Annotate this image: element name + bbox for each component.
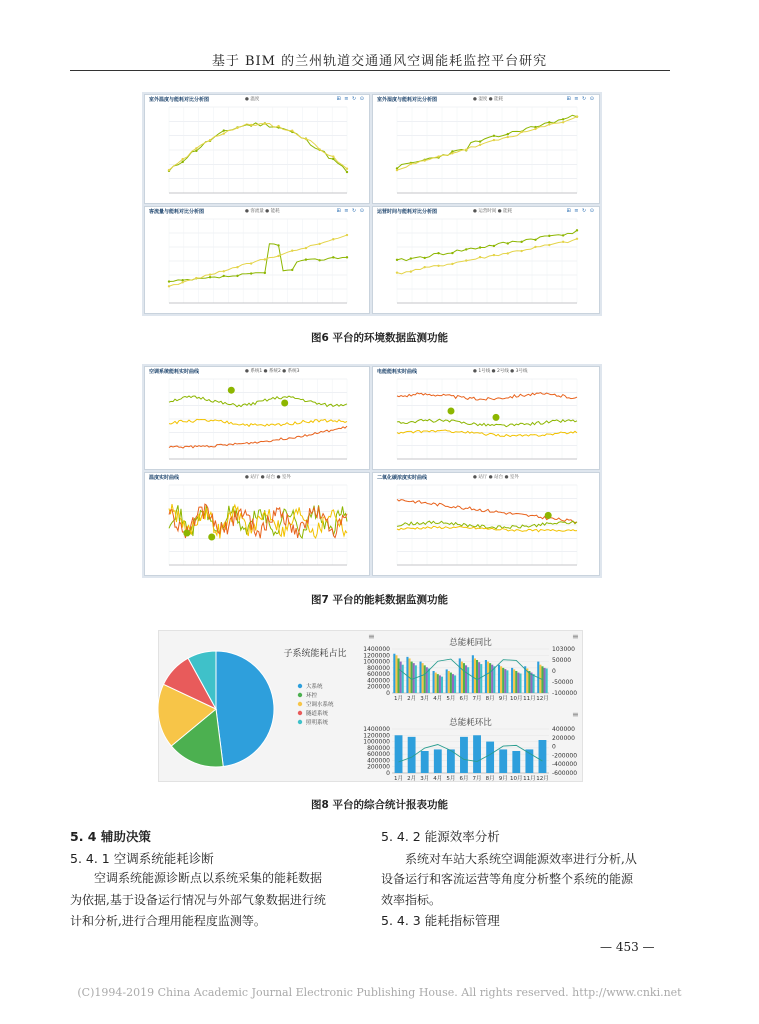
y-tick-label: 1000000	[363, 658, 390, 666]
series-point	[548, 121, 550, 123]
series-point	[493, 139, 495, 141]
y-tick-label: 400000	[367, 757, 390, 765]
figure-6-caption: 图6 平台的环境数据监测功能	[311, 332, 448, 344]
pie-legend-label: 隧道系统	[306, 711, 329, 717]
panel-toolbar-icons[interactable]: ⊞ ≡ ↻ ⊙	[566, 96, 595, 102]
x-tick-label: 1月	[394, 776, 404, 782]
fig6-panel-humidity	[372, 94, 600, 204]
section-5-4-1-line-3: 计和分析,进行合理用能程度监测等。	[70, 914, 266, 928]
series-point	[576, 238, 578, 240]
y-tick-label: 0	[386, 690, 390, 697]
series-point	[520, 241, 522, 243]
series-point	[264, 272, 266, 274]
pie-menu-icon[interactable]: ≡	[368, 632, 375, 641]
panel-title: 电能能耗实时曲线	[377, 369, 418, 375]
series-point	[332, 256, 334, 258]
series-point	[223, 132, 225, 134]
x-tick-label: 7月	[472, 776, 482, 782]
series-point	[507, 242, 509, 244]
series-point	[236, 127, 238, 129]
series-point	[507, 133, 509, 135]
x-tick-label: 10月	[510, 776, 523, 782]
series-point	[396, 259, 398, 261]
fig7-panel-ac-energy	[144, 366, 370, 470]
series-point	[534, 246, 536, 248]
y-tick-label: 0	[386, 770, 390, 777]
y-tick-label: 1400000	[363, 646, 390, 653]
series-point	[264, 122, 266, 124]
series-point	[291, 250, 293, 252]
chart-title: 总能耗环比	[449, 718, 492, 728]
x-tick-label: 2月	[407, 776, 417, 782]
series-point	[277, 125, 279, 127]
x-tick-label: 1月	[394, 696, 404, 702]
x-tick-label: 3月	[420, 776, 430, 782]
y2-tick-label: -100000	[552, 690, 578, 697]
panel-title: 室外湿度与能耗对比分析图	[377, 97, 438, 103]
panel-chart	[373, 473, 599, 575]
panel-legend: ● 运营时间 ● 能耗	[473, 209, 513, 214]
series-point	[236, 275, 238, 277]
series-point	[562, 121, 564, 123]
series-point	[451, 263, 453, 265]
series-point	[520, 250, 522, 252]
y-tick-label: 1400000	[363, 726, 390, 733]
panel-title: 客流量与能耗对比分析图	[149, 209, 205, 215]
series-point	[479, 246, 481, 248]
series-point	[423, 159, 425, 161]
header-rule	[70, 70, 670, 71]
pie-legend-label: 照明系统	[306, 720, 329, 726]
series-point	[465, 248, 467, 250]
marker-pin	[228, 387, 235, 394]
figure-8-caption: 图8 平台的综合统计报表功能	[311, 799, 448, 811]
y2-tick-label: 103000	[552, 646, 575, 653]
x-tick-label: 12月	[536, 696, 549, 702]
x-tick-label: 9月	[498, 776, 508, 782]
series-point	[451, 152, 453, 154]
chart-title: 总能耗同比	[449, 638, 492, 648]
series-point	[465, 149, 467, 151]
series-point	[451, 252, 453, 254]
y2-tick-label: 0	[552, 668, 556, 675]
series-point	[318, 243, 320, 245]
series-point	[305, 247, 307, 249]
marker-pin	[448, 408, 455, 415]
y-tick-label: 200000	[367, 763, 390, 771]
series-point	[181, 161, 183, 163]
y2-tick-label: 200000	[552, 734, 575, 742]
series-point	[291, 129, 293, 131]
panel-chart	[373, 95, 599, 203]
x-tick-label: 8月	[485, 696, 495, 702]
pie-legend-label: 大系统	[306, 684, 323, 690]
section-5-4-2-line-1: 系统对车站大系统空调能源效率进行分析,从	[405, 852, 637, 866]
section-5-4-heading: 5. 4 辅助决策	[70, 829, 151, 844]
x-tick-label: 12月	[536, 776, 549, 782]
fig6-panel-operation	[372, 206, 600, 314]
series-point	[493, 254, 495, 256]
series-point	[332, 155, 334, 157]
section-5-4-2-line-2: 设备运行和客流运营等角度分析整个系统的能源	[381, 872, 634, 886]
marker-pin	[208, 534, 215, 541]
series-point	[291, 269, 293, 271]
section-5-4-3-heading: 5. 4. 3 能耗指标管理	[381, 913, 500, 928]
mom-menu-icon[interactable]: ≡	[572, 710, 579, 719]
panel-legend: ● 客流量 ● 能耗	[245, 209, 280, 214]
series-point	[250, 272, 252, 274]
series-point	[168, 280, 170, 282]
y-tick-label: 800000	[367, 664, 390, 672]
series-point	[534, 128, 536, 130]
series-point	[236, 266, 238, 268]
x-tick-label: 4月	[433, 696, 443, 702]
panel-toolbar-icons[interactable]: ⊞ ≡ ↻ ⊙	[566, 208, 595, 214]
series-point	[209, 276, 211, 278]
y2-tick-label: 50000	[552, 657, 572, 664]
x-tick-label: 8月	[485, 776, 495, 782]
panel-legend: ● 湿度 ● 能耗	[473, 97, 504, 102]
series-point	[223, 275, 225, 277]
series-point	[465, 259, 467, 261]
panel-title: 运营时间与能耗对比分析图	[377, 209, 438, 215]
series-point	[410, 257, 412, 259]
y2-tick-label: -50000	[552, 679, 574, 686]
series-point	[562, 118, 564, 120]
series-point	[396, 271, 398, 273]
panel-title: 室外温度与能耗对比分析图	[149, 97, 210, 103]
series-point	[223, 270, 225, 272]
y2-tick-label: -200000	[552, 752, 578, 760]
series-point	[479, 140, 481, 142]
panel-legend: ● 系统1 ● 系统2 ● 系统3	[245, 369, 300, 374]
section-5-4-2-line-3: 效率指标。	[381, 893, 442, 907]
series-point	[562, 241, 564, 243]
series-point	[305, 138, 307, 140]
panel-chart	[145, 367, 369, 469]
series-point	[437, 252, 439, 254]
series-point	[493, 135, 495, 137]
series-point	[346, 256, 348, 258]
series-point	[209, 139, 211, 141]
panel-toolbar-icons[interactable]: ⊞ ≡ ↻ ⊙	[336, 96, 365, 102]
series-point	[507, 252, 509, 254]
panel-legend: ● 站厅 ● 站台 ● 室外	[245, 475, 291, 480]
series-point	[534, 239, 536, 241]
marker-pin	[545, 512, 552, 519]
x-tick-label: 11月	[523, 776, 536, 782]
y-tick-label: 600000	[367, 671, 390, 679]
panel-chart	[373, 207, 599, 313]
pie-title: 子系统能耗占比	[283, 649, 347, 659]
series-point	[437, 265, 439, 267]
x-tick-label: 5月	[446, 776, 456, 782]
copyright-footer: (C)1994-2019 China Academic Journal Electronic Publishing House. All rights reserved. http://www.cnki.net	[77, 986, 682, 999]
series-point	[181, 281, 183, 283]
series-point	[250, 262, 252, 264]
section-5-4-1-line-1: 空调系统能源诊断点以系统采集的能耗数据	[94, 871, 323, 885]
section-5-4-1-heading: 5. 4. 1 空调系统能耗诊断	[70, 851, 214, 866]
x-tick-label: 4月	[433, 776, 443, 782]
fig7-panel-co2	[372, 472, 600, 576]
panel-title: 空调系统能耗实时曲线	[149, 369, 200, 375]
panel-toolbar-icons[interactable]: ⊞ ≡ ↻ ⊙	[336, 208, 365, 214]
series-point	[223, 129, 225, 131]
x-tick-label: 5月	[446, 696, 456, 702]
y-tick-label: 600000	[367, 751, 390, 759]
marker-pin	[493, 414, 500, 421]
y-tick-label: 1200000	[363, 652, 390, 660]
pie-legend-label: 空调水系统	[306, 702, 334, 708]
figure-8-dashboard	[158, 630, 583, 782]
series-point	[332, 238, 334, 240]
series-point	[410, 270, 412, 272]
panel-title: 温度实时曲线	[149, 475, 180, 481]
panel-legend: ● 站厅 ● 站台 ● 室外	[473, 475, 519, 480]
series-point	[195, 277, 197, 279]
series-point	[277, 255, 279, 257]
series-point	[168, 169, 170, 171]
panel-legend: ● 温度	[245, 97, 260, 102]
y-tick-label: 200000	[367, 683, 390, 691]
running-header: 基于 BIM 的兰州轨道交通通风空调能耗监控平台研究	[211, 54, 548, 69]
x-tick-label: 6月	[459, 696, 469, 702]
series-point	[181, 158, 183, 160]
series-point	[305, 258, 307, 260]
x-tick-label: 7月	[472, 696, 482, 702]
series-point	[195, 147, 197, 149]
fig7-panel-temperature	[144, 472, 370, 576]
series-point	[396, 169, 398, 171]
panel-legend: ● 1号线 ● 2号线 ● 3号线	[473, 369, 528, 374]
y-tick-label: 1200000	[363, 732, 390, 740]
series-point	[277, 244, 279, 246]
series-point	[493, 245, 495, 247]
x-tick-label: 11月	[523, 696, 536, 702]
series-point	[507, 136, 509, 138]
panel-chart	[145, 95, 369, 203]
series-point	[318, 148, 320, 150]
x-tick-label: 2月	[407, 696, 417, 702]
y2-tick-label: -400000	[552, 761, 578, 769]
panel-title: 二氧化碳浓度实时曲线	[377, 475, 428, 481]
series-point	[181, 279, 183, 281]
series-point	[520, 131, 522, 133]
y-tick-label: 400000	[367, 677, 390, 685]
section-5-4-1-line-2: 为依据,基于设备运行情况与外部气象数据进行统	[70, 893, 326, 907]
pie-legend-label: 环控	[306, 693, 318, 699]
series-point	[250, 124, 252, 126]
y-tick-label: 800000	[367, 744, 390, 752]
series-point	[209, 273, 211, 275]
y2-tick-label: 0	[552, 743, 556, 751]
series-point	[264, 258, 266, 260]
panel-chart	[373, 367, 599, 469]
fig6-panel-passenger	[144, 206, 370, 314]
series-point	[437, 155, 439, 157]
series-point	[479, 256, 481, 258]
section-5-4-2-heading: 5. 4. 2 能源效率分析	[381, 829, 500, 844]
x-tick-label: 3月	[420, 696, 430, 702]
series-point	[346, 234, 348, 236]
series-point	[479, 144, 481, 146]
y2-tick-label: 400000	[552, 726, 575, 733]
series-point	[548, 235, 550, 237]
fig6-panel-temperature	[144, 94, 370, 204]
figure-7-caption: 图7 平台的能耗数据监测功能	[311, 594, 448, 606]
series-point	[168, 285, 170, 287]
series-point	[423, 257, 425, 259]
marker-pin	[183, 530, 190, 537]
x-tick-label: 9月	[498, 696, 508, 702]
x-tick-label: 10月	[510, 696, 523, 702]
series-point	[346, 171, 348, 173]
series-point	[195, 150, 197, 152]
x-tick-label: 6月	[459, 776, 469, 782]
series-point	[562, 234, 564, 236]
fig7-panel-electric	[372, 366, 600, 470]
series-point	[318, 259, 320, 261]
page-number: — 453 —	[600, 940, 655, 954]
y-tick-label: 1000000	[363, 738, 390, 746]
yoy-menu-icon[interactable]: ≡	[572, 632, 579, 641]
series-point	[548, 123, 550, 125]
panel-chart	[145, 207, 369, 313]
marker-pin	[281, 400, 288, 407]
y2-tick-label: -600000	[552, 770, 578, 777]
series-point	[548, 244, 550, 246]
series-point	[346, 168, 348, 170]
series-point	[576, 115, 578, 117]
series-point	[410, 163, 412, 165]
series-point	[423, 266, 425, 268]
panel-chart	[145, 473, 369, 575]
series-point	[576, 229, 578, 231]
